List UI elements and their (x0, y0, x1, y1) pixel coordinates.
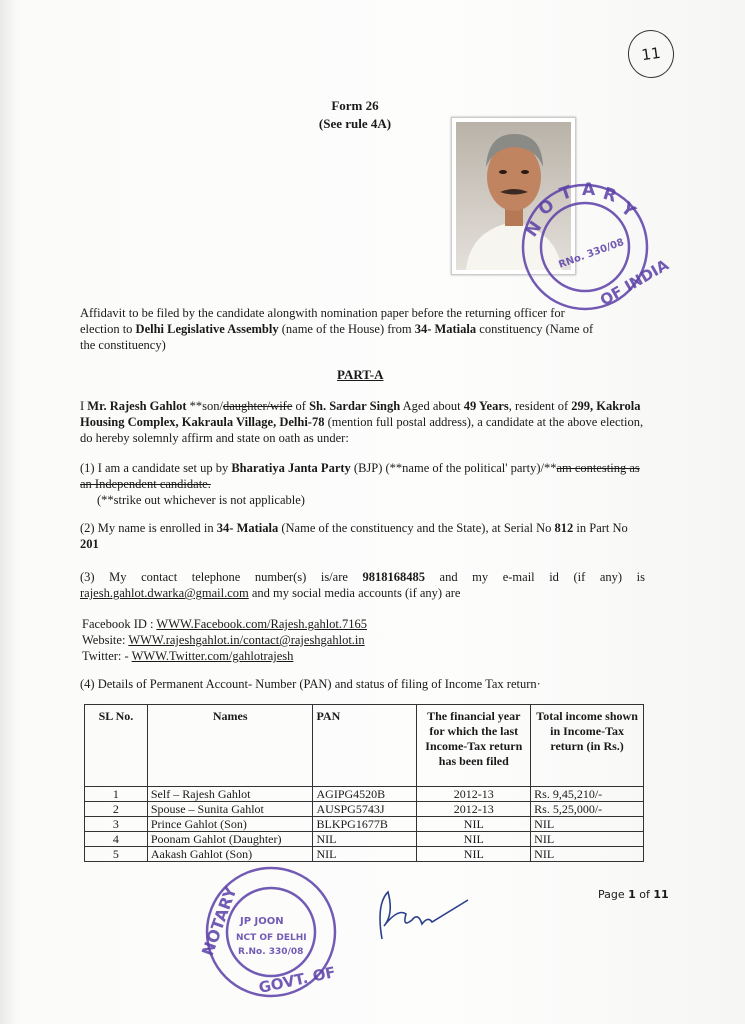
affidavit-line-1: Affidavit to be filed by the candidate alongwith nomination paper before the returning officer for (80, 306, 565, 320)
affidavit-line-3: the constituency) (80, 338, 166, 352)
phone-number: 9818168485 (362, 570, 425, 584)
page-number-handwritten: 11 (625, 27, 677, 81)
item-1 (80, 460, 645, 508)
table-cell: AUSPG5743J (313, 802, 417, 817)
table-cell: Poonam Gahlot (Daughter) (147, 832, 313, 847)
form-title: Form 26 (331, 98, 379, 113)
part-a-heading: PART-A (337, 367, 384, 382)
form-rule: (See rule 4A) (318, 116, 392, 131)
item3-a: (3) My contact telephone number(s) is/are (80, 570, 363, 584)
facebook-link[interactable]: WWW.Facebook.com/Rajesh.gahlot.7165 (156, 617, 368, 631)
header-financial-year: The financial year for which the last Income-Tax return has been filed (417, 705, 531, 787)
decl-aged: Aged about (400, 399, 464, 413)
website-label: Website: (82, 633, 129, 647)
svg-text:OF INDIA: OF INDIA (597, 255, 672, 310)
table-cell: 1 (85, 787, 148, 802)
table-cell: NIL (417, 847, 531, 862)
table-cell: 2 (85, 802, 148, 817)
table-cell: Self – Rajesh Gahlot (147, 787, 313, 802)
twitter-link[interactable]: WWW.Twitter.com/gahlotrajesh (131, 649, 294, 663)
affidavit-line-2a: election to (80, 322, 136, 336)
email-link[interactable]: rajesh.gahlot.dwarka@gmail.com (80, 586, 249, 600)
table-cell: Rs. 5,25,000/- (531, 802, 644, 817)
decl-resident: , resident of (508, 399, 572, 413)
item2-constituency: 34- Matiala (216, 521, 279, 535)
table-cell: 4 (85, 832, 148, 847)
father-name: Sh. Sardar Singh (309, 399, 401, 413)
table-cell: NIL (417, 817, 531, 832)
svg-text:Y: Y (616, 198, 640, 222)
page-label: Page (598, 888, 629, 901)
header-total-income: Total income shown in Income-Tax return (in Rs.) (531, 705, 644, 787)
party-name: Bharatiya Janta Party (231, 461, 351, 475)
decl-son: **son/ (186, 399, 223, 413)
svg-text:R.No. 330/08: R.No. 330/08 (238, 947, 304, 957)
social-accounts (82, 616, 647, 664)
item-3 (80, 569, 645, 601)
item1-a: (1) I am a candidate set up by (80, 461, 232, 475)
table-cell: NIL (531, 817, 644, 832)
svg-text:A: A (582, 180, 596, 200)
item-4: (4) Details of Permanent Account- Number (PAN) and status of filing of Income Tax return· (80, 677, 541, 691)
serial-number: 812 (554, 521, 574, 535)
page-total: 11 (653, 888, 669, 901)
website-link[interactable]: WWW.rajeshgahlot.in/contact@rajeshgahlot.in (128, 633, 365, 647)
table-cell: NIL (313, 832, 417, 847)
notary-stamp-bottom (198, 862, 344, 1002)
header-names: Names (147, 705, 313, 787)
table-cell: Spouse – Sunita Gahlot (147, 802, 313, 817)
item1-b: (BJP) (**name of the political' party)/** (350, 461, 557, 475)
item2-a: (2) My name is enrolled in (80, 521, 217, 535)
table-cell: AGIPG4520B (313, 787, 417, 802)
table-cell: Aakash Gahlot (Son) (147, 847, 313, 862)
table-row (85, 817, 644, 832)
table-row (85, 802, 644, 817)
item3-b: and my e-mail id (if any) is (424, 570, 645, 584)
table-cell: Prince Gahlot (Son) (147, 817, 313, 832)
table-cell: 2012-13 (417, 787, 531, 802)
decl-struck-relation: daughter/wife (222, 399, 293, 413)
item2-b: (Name of the constituency and the State), at Serial No (278, 521, 555, 535)
page-current: 1 (628, 888, 636, 901)
signature (372, 884, 472, 946)
svg-text:JP JOON: JP JOON (240, 916, 284, 927)
svg-text:R: R (600, 183, 620, 207)
table-row (85, 847, 644, 862)
table-cell: NIL (417, 832, 531, 847)
table-row (85, 832, 644, 847)
table-cell: 2012-13 (417, 802, 531, 817)
svg-text:RNo. 330/08: RNo. 330/08 (557, 236, 626, 271)
table-cell: BLKPG1677B (313, 817, 417, 832)
table-cell: 3 (85, 817, 148, 832)
item3-c: and my social media accounts (if any) are (248, 586, 461, 600)
table-row (85, 787, 644, 802)
candidate-name: Mr. Rajesh Gahlot (87, 399, 187, 413)
facebook-label: Facebook ID : (82, 617, 157, 631)
decl-of: of (292, 399, 310, 413)
page-of: of (635, 888, 654, 901)
affidavit-intro (80, 305, 645, 353)
item2-c: in Part No (573, 521, 628, 535)
candidate-address: 299, Kakrola Housing Complex, Kakraula Village, Delhi-78 (80, 399, 641, 429)
svg-text:NCT OF DELHI: NCT OF DELHI (236, 933, 307, 943)
decl-i: I (80, 399, 88, 413)
item1-struck: am contesting as an Independent candidate. (80, 461, 640, 491)
affidavit-line-2b: (name of the House) from (278, 322, 415, 336)
table-cell: NIL (531, 832, 644, 847)
table-cell: NIL (313, 847, 417, 862)
pan-table (84, 704, 644, 862)
item1-note: (**strike out whichever is not applicable) (97, 493, 305, 507)
table-cell: 5 (85, 847, 148, 862)
svg-text:N: N (521, 217, 547, 241)
svg-text:GOVT. OF: GOVT. OF (257, 963, 338, 997)
affidavit-line-2c: constituency (Name of (476, 322, 594, 336)
candidate-age: 49 Years (463, 399, 509, 413)
table-cell: NIL (531, 847, 644, 862)
pan-table-header (85, 705, 644, 787)
svg-text:O: O (534, 195, 559, 220)
notary-stamp-top (512, 178, 672, 316)
constituency-name: 34- Matiala (414, 322, 477, 336)
svg-text:T: T (557, 182, 575, 205)
page-footer (598, 888, 669, 901)
svg-text:NOTARY: NOTARY (197, 884, 241, 959)
decl-rest: (mention full postal address), a candidate at the above election, do hereby solemnly affirm and state on oath as under: (80, 415, 644, 445)
header-sl: SL No. (85, 705, 148, 787)
house-name: Delhi Legislative Assembly (135, 322, 279, 336)
item-2 (80, 520, 645, 552)
twitter-label: Twitter: - (82, 649, 132, 663)
table-cell: Rs. 9,45,210/- (531, 787, 644, 802)
part-number: 201 (80, 537, 99, 551)
declaration (80, 398, 645, 446)
header-pan: PAN (313, 705, 417, 787)
